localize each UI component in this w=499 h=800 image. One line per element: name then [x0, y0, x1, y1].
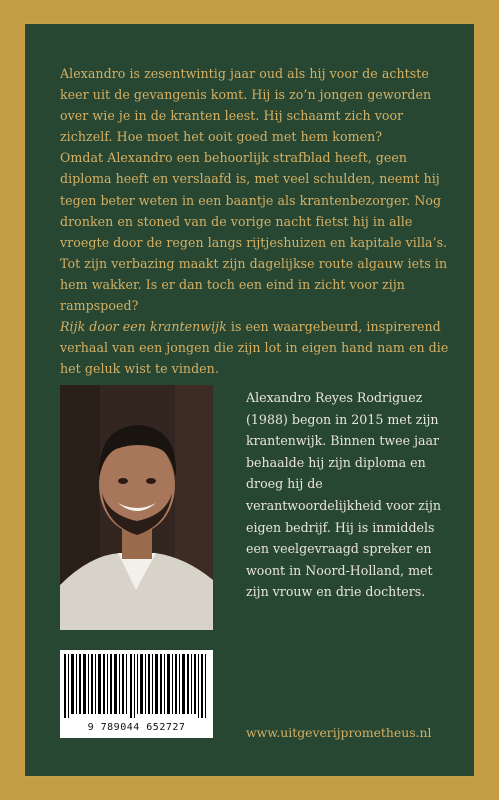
blurb-paragraph-1: Alexandro is zesentwintig jaar oud als hij voor de achtste keer uit de gevangenis komt. Hij is zo’n jongen geworden over wie je in de kranten leest. Hij schaamt zich voor zichzelf. Hoe moet het ooit goed met hem komen? — [60, 66, 432, 145]
author-bio: Alexandro Reyes Rodriguez (1988) begon in 2015 met zijn krantenwijk. Binnen twee jaar behaalde hij zijn diploma en droeg hij de verantwoordelijkheid voor zijn eigen bedrijf. Hij is inmiddels een veelgevraagd spreker en woont in Noord-Holland, met zijn vrouw en drie dochters. — [246, 390, 441, 600]
publisher-url: www.uitgeverijprometheus.nl — [246, 725, 432, 740]
blurb-paragraph-2: Omdat Alexandro een behoorlijk strafblad heeft, geen diploma heeft en verslaafd is, met veel schulden, neemt hij tegen beter weten in een baantje als krantenbezorger. Nog dronken en stoned van de vorige nacht fietst hij in alle vroegte door de regen langs rijtjeshuizen en kapitale villa’s. Tot zijn verbazing maakt zijn dagelijkse route algauw iets in hem wakker. Is er dan toch een eind in zicht voor zijn rampspoed? — [60, 150, 448, 314]
isbn-number: 9 789044 652727 — [87, 722, 186, 733]
blurb-paragraph-3 — [60, 316, 450, 379]
barcode — [60, 650, 213, 738]
book-title-italic: Rijk door een krantenwijk — [60, 319, 227, 335]
author-photo — [60, 385, 213, 630]
barcode-bars — [60, 650, 213, 720]
blurb-paragraph-3-rest: is een waargebeurd, inspirerend verhaal van een jongen die zijn lot in eigen hand nam en die het geluk wist te vinden. — [60, 319, 449, 377]
blurb — [60, 63, 450, 379]
